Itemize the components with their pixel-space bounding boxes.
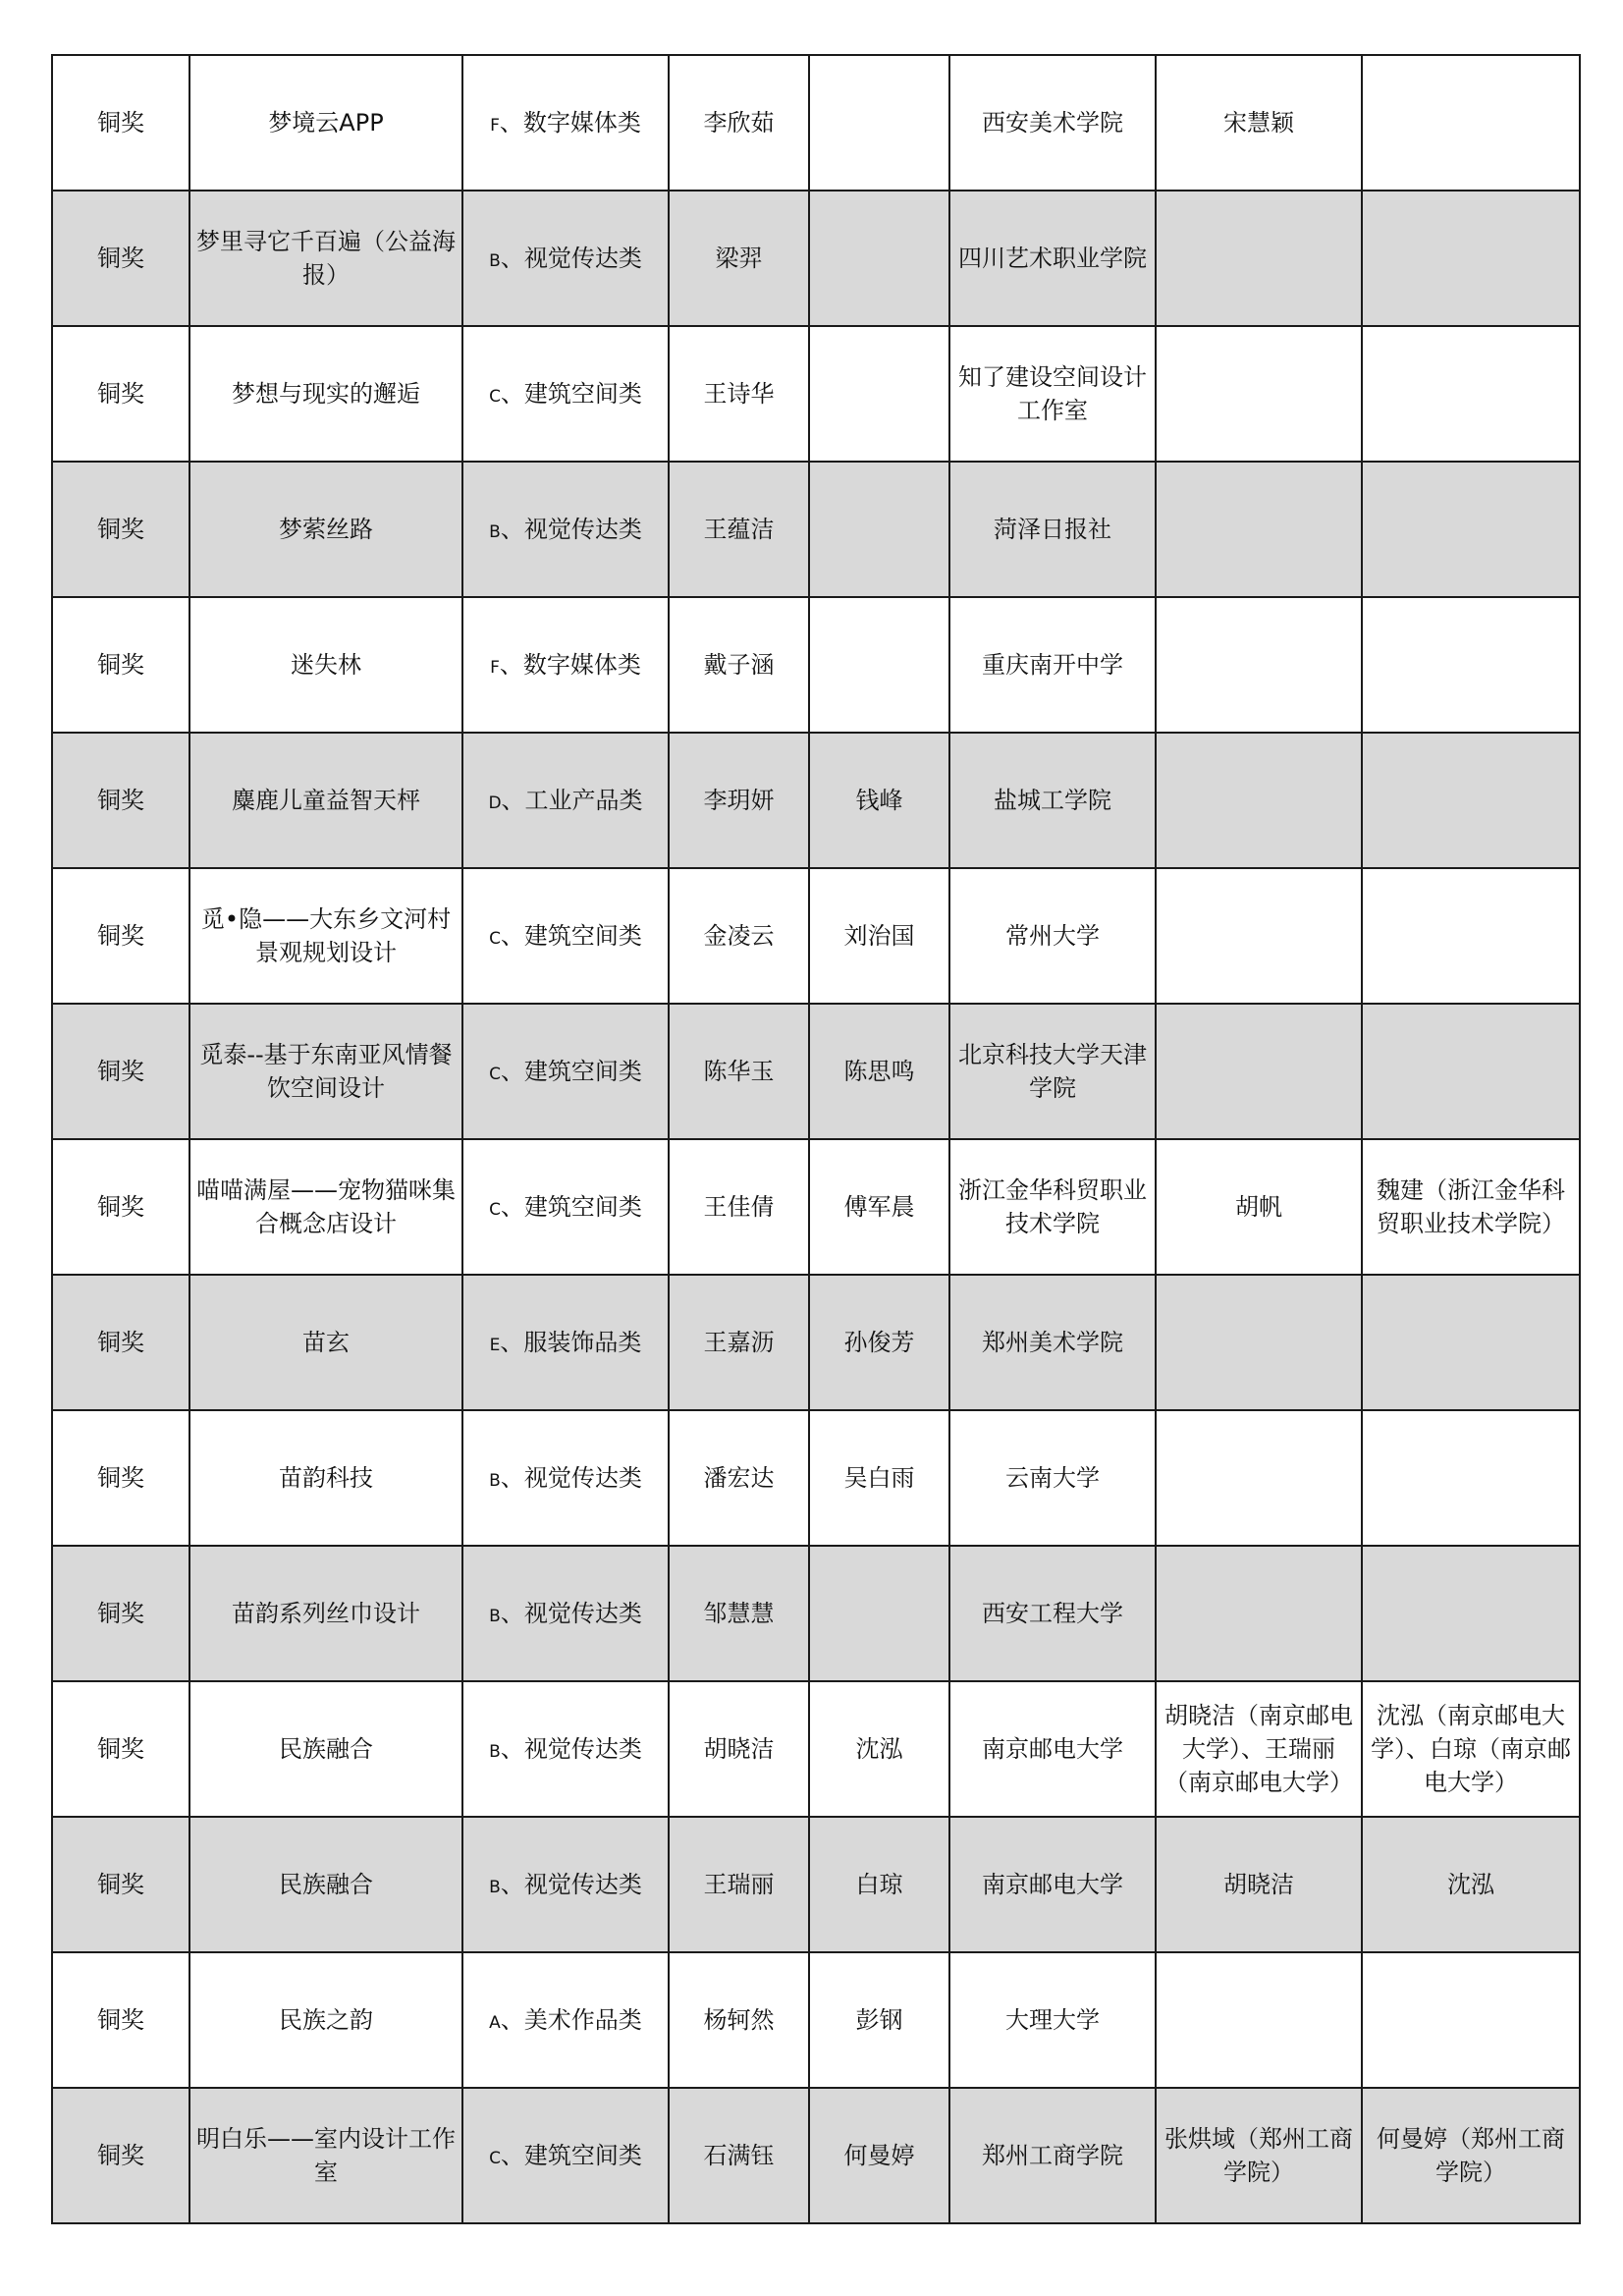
category-label: 、视觉传达类 — [500, 515, 642, 543]
author-cell: 金凌云 — [669, 868, 809, 1004]
category-letter: A — [489, 2012, 501, 2033]
extra-2-cell — [1362, 1546, 1580, 1681]
institution-cell: 重庆南开中学 — [949, 597, 1156, 733]
category-label: 、服装饰品类 — [500, 1328, 642, 1356]
work-title-cell: 苗韵系列丝巾设计 — [189, 1546, 462, 1681]
extra-2-cell — [1362, 597, 1580, 733]
award-cell: 铜奖 — [52, 733, 189, 868]
category-letter: C — [489, 928, 501, 949]
work-title-cell: 明白乐——室内设计工作室 — [189, 2088, 462, 2223]
award-cell: 铜奖 — [52, 1004, 189, 1139]
table-row — [52, 462, 1580, 597]
author-cell: 陈华玉 — [669, 1004, 809, 1139]
work-title-cell: 苗玄 — [189, 1275, 462, 1410]
category-letter: C — [489, 2148, 501, 2168]
award-cell: 铜奖 — [52, 326, 189, 462]
author-cell: 王瑞丽 — [669, 1817, 809, 1952]
advisor-cell: 沈泓 — [809, 1681, 949, 1817]
extra-2-cell: 沈泓 — [1362, 1817, 1580, 1952]
extra-1-cell — [1156, 191, 1362, 326]
work-title-cell: 民族融合 — [189, 1681, 462, 1817]
table-row — [52, 2088, 1580, 2223]
table-row — [52, 55, 1580, 191]
extra-2-cell — [1362, 55, 1580, 191]
category-letter: B — [489, 1606, 501, 1626]
extra-2-cell — [1362, 191, 1580, 326]
category-cell — [462, 733, 669, 868]
author-cell: 王蕴洁 — [669, 462, 809, 597]
extra-1-cell — [1156, 1004, 1362, 1139]
work-title-cell: 喵喵满屋——宠物猫咪集合概念店设计 — [189, 1139, 462, 1275]
category-label: 、美术作品类 — [500, 2005, 642, 2034]
institution-cell: 郑州工商学院 — [949, 2088, 1156, 2223]
category-cell — [462, 597, 669, 733]
extra-1-cell — [1156, 326, 1362, 462]
advisor-cell: 傅军晨 — [809, 1139, 949, 1275]
table-row — [52, 1004, 1580, 1139]
category-label: 、视觉传达类 — [500, 1734, 642, 1763]
extra-2-cell: 魏建（浙江金华科贸职业技术学院） — [1362, 1139, 1580, 1275]
work-title-cell: 梦里寻它千百遍（公益海报） — [189, 191, 462, 326]
work-title-cell: 梦境云APP — [189, 55, 462, 191]
category-label: 、数字媒体类 — [499, 650, 641, 679]
award-cell: 铜奖 — [52, 1139, 189, 1275]
institution-cell: 西安美术学院 — [949, 55, 1156, 191]
award-cell: 铜奖 — [52, 1817, 189, 1952]
author-cell: 胡晓洁 — [669, 1681, 809, 1817]
award-cell: 铜奖 — [52, 1275, 189, 1410]
extra-2-cell: 沈泓（南京邮电大学）、白琼（南京邮电大学） — [1362, 1681, 1580, 1817]
institution-cell: 常州大学 — [949, 868, 1156, 1004]
work-title-cell: 苗韵科技 — [189, 1410, 462, 1546]
category-label: 、视觉传达类 — [500, 1599, 642, 1627]
institution-cell: 北京科技大学天津学院 — [949, 1004, 1156, 1139]
award-cell: 铜奖 — [52, 55, 189, 191]
award-cell: 铜奖 — [52, 2088, 189, 2223]
extra-2-cell: 何曼婷（郑州工商学院） — [1362, 2088, 1580, 2223]
category-letter: C — [489, 1064, 501, 1084]
work-title-cell: 梦想与现实的邂逅 — [189, 326, 462, 462]
work-title-cell: 迷失林 — [189, 597, 462, 733]
author-cell: 梁羿 — [669, 191, 809, 326]
category-cell — [462, 1139, 669, 1275]
table-row — [52, 191, 1580, 326]
institution-cell: 知了建设空间设计工作室 — [949, 326, 1156, 462]
category-letter: B — [489, 1741, 501, 1762]
table-row — [52, 1952, 1580, 2088]
category-cell — [462, 2088, 669, 2223]
extra-2-cell — [1362, 1410, 1580, 1546]
institution-cell: 菏泽日报社 — [949, 462, 1156, 597]
category-letter: E — [489, 1335, 501, 1355]
institution-cell: 浙江金华科贸职业技术学院 — [949, 1139, 1156, 1275]
work-title-cell: 麋鹿儿童益智天枰 — [189, 733, 462, 868]
advisor-cell: 白琼 — [809, 1817, 949, 1952]
advisor-cell — [809, 55, 949, 191]
institution-cell: 大理大学 — [949, 1952, 1156, 2088]
category-letter: B — [489, 1470, 501, 1491]
advisor-cell: 孙俊芳 — [809, 1275, 949, 1410]
award-cell: 铜奖 — [52, 1410, 189, 1546]
awards-table-body — [52, 55, 1580, 2223]
category-cell — [462, 1275, 669, 1410]
extra-1-cell — [1156, 1275, 1362, 1410]
table-row — [52, 1546, 1580, 1681]
category-cell — [462, 1410, 669, 1546]
institution-cell: 西安工程大学 — [949, 1546, 1156, 1681]
extra-1-cell: 胡帆 — [1156, 1139, 1362, 1275]
table-row — [52, 1817, 1580, 1952]
institution-cell: 云南大学 — [949, 1410, 1156, 1546]
institution-cell: 盐城工学院 — [949, 733, 1156, 868]
author-cell: 李玥妍 — [669, 733, 809, 868]
table-row — [52, 1139, 1580, 1275]
extra-1-cell — [1156, 868, 1362, 1004]
extra-2-cell — [1362, 733, 1580, 868]
work-title-cell: 觅•隐——大东乡文河村景观规划设计 — [189, 868, 462, 1004]
extra-1-cell: 胡晓洁 — [1156, 1817, 1362, 1952]
institution-cell: 四川艺术职业学院 — [949, 191, 1156, 326]
category-label: 、数字媒体类 — [499, 108, 641, 137]
extra-1-cell — [1156, 733, 1362, 868]
extra-1-cell: 张烘域（郑州工商学院） — [1156, 2088, 1362, 2223]
table-row — [52, 868, 1580, 1004]
author-cell: 王诗华 — [669, 326, 809, 462]
extra-2-cell — [1362, 1952, 1580, 2088]
advisor-cell: 钱峰 — [809, 733, 949, 868]
advisor-cell: 刘治国 — [809, 868, 949, 1004]
institution-cell: 南京邮电大学 — [949, 1681, 1156, 1817]
extra-2-cell — [1362, 1275, 1580, 1410]
category-letter: D — [488, 793, 502, 813]
advisor-cell: 陈思鸣 — [809, 1004, 949, 1139]
award-cell: 铜奖 — [52, 191, 189, 326]
advisor-cell — [809, 462, 949, 597]
table-row — [52, 1410, 1580, 1546]
category-letter: B — [489, 1877, 501, 1897]
category-cell — [462, 191, 669, 326]
category-cell — [462, 1817, 669, 1952]
author-cell: 杨轲然 — [669, 1952, 809, 2088]
award-cell: 铜奖 — [52, 1681, 189, 1817]
extra-1-cell — [1156, 1410, 1362, 1546]
author-cell: 潘宏达 — [669, 1410, 809, 1546]
extra-2-cell — [1362, 1004, 1580, 1139]
category-cell — [462, 868, 669, 1004]
table-row — [52, 326, 1580, 462]
extra-1-cell — [1156, 1952, 1362, 2088]
advisor-cell — [809, 1546, 949, 1681]
advisor-cell: 吴白雨 — [809, 1410, 949, 1546]
category-label: 、视觉传达类 — [500, 1870, 642, 1898]
category-cell — [462, 462, 669, 597]
category-letter: C — [489, 1199, 501, 1220]
category-label: 、视觉传达类 — [500, 244, 642, 272]
award-cell: 铜奖 — [52, 1546, 189, 1681]
category-label: 、建筑空间类 — [500, 1057, 642, 1085]
award-cell: 铜奖 — [52, 868, 189, 1004]
table-row — [52, 1275, 1580, 1410]
work-title-cell: 民族融合 — [189, 1817, 462, 1952]
category-letter: F — [490, 657, 500, 678]
extra-1-cell — [1156, 1546, 1362, 1681]
advisor-cell: 彭钢 — [809, 1952, 949, 2088]
category-letter: B — [489, 521, 501, 542]
author-cell: 石满钰 — [669, 2088, 809, 2223]
category-label: 、视觉传达类 — [500, 1463, 642, 1492]
category-letter: F — [490, 115, 500, 136]
work-title-cell: 民族之韵 — [189, 1952, 462, 2088]
extra-2-cell — [1362, 868, 1580, 1004]
award-cell: 铜奖 — [52, 1952, 189, 2088]
work-title-cell: 觅泰--基于东南亚风情餐饮空间设计 — [189, 1004, 462, 1139]
category-cell — [462, 1546, 669, 1681]
award-cell: 铜奖 — [52, 597, 189, 733]
extra-1-cell — [1156, 462, 1362, 597]
category-label: 、建筑空间类 — [500, 2141, 642, 2169]
category-cell — [462, 1681, 669, 1817]
author-cell: 王佳倩 — [669, 1139, 809, 1275]
author-cell: 邹慧慧 — [669, 1546, 809, 1681]
category-letter: B — [489, 250, 501, 271]
extra-2-cell — [1362, 462, 1580, 597]
category-label: 、建筑空间类 — [500, 379, 642, 408]
table-row — [52, 597, 1580, 733]
category-cell — [462, 1952, 669, 2088]
category-cell — [462, 55, 669, 191]
award-cell: 铜奖 — [52, 462, 189, 597]
advisor-cell: 何曼婷 — [809, 2088, 949, 2223]
institution-cell: 郑州美术学院 — [949, 1275, 1156, 1410]
category-label: 、建筑空间类 — [500, 921, 642, 950]
awards-table — [51, 54, 1581, 2224]
category-cell — [462, 326, 669, 462]
advisor-cell — [809, 326, 949, 462]
author-cell: 李欣茹 — [669, 55, 809, 191]
category-cell — [462, 1004, 669, 1139]
advisor-cell — [809, 597, 949, 733]
table-row — [52, 1681, 1580, 1817]
category-label: 、建筑空间类 — [500, 1192, 642, 1221]
table-row — [52, 733, 1580, 868]
institution-cell: 南京邮电大学 — [949, 1817, 1156, 1952]
extra-1-cell — [1156, 597, 1362, 733]
category-label: 、工业产品类 — [501, 786, 643, 814]
author-cell: 戴子涵 — [669, 597, 809, 733]
work-title-cell: 梦萦丝路 — [189, 462, 462, 597]
category-letter: C — [489, 386, 501, 407]
extra-1-cell: 宋慧颖 — [1156, 55, 1362, 191]
extra-1-cell: 胡晓洁（南京邮电大学）、王瑞丽（南京邮电大学） — [1156, 1681, 1362, 1817]
advisor-cell — [809, 191, 949, 326]
author-cell: 王嘉沥 — [669, 1275, 809, 1410]
extra-2-cell — [1362, 326, 1580, 462]
